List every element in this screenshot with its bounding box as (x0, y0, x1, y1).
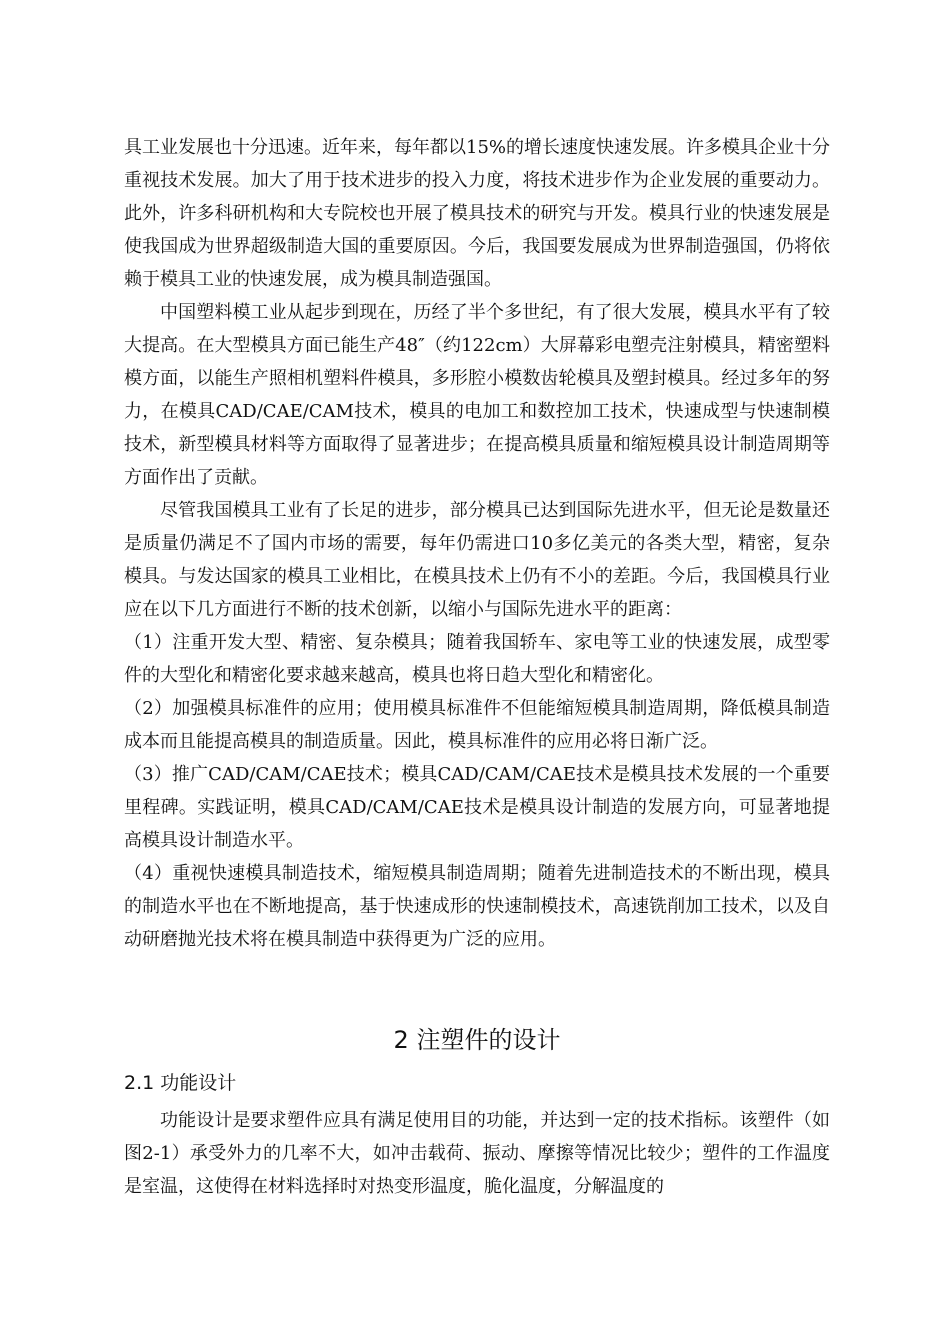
list-item-4: （4）重视快速模具制造技术，缩短模具制造周期；随着先进制造技术的不断出现，模具的制造水平也在不断地提高，基于快速成形的快速制模技术，高速铣削加工技术，以及自动研磨抛光技术将在模具制造中获得更为广泛的应用。 (124, 863, 830, 950)
chapter-title: 2 注塑件的设计 (393, 1026, 561, 1054)
section-title: 2.1 功能设计 (124, 1072, 237, 1094)
section-paragraph: 功能设计是要求塑件应具有满足使用目的功能，并达到一定的技术指标。该塑件（如图2-1）承受外力的几率不大，如冲击载荷、振动、摩擦等情况比较少；塑件的工作温度是室温，这使得在材料选择时对热变形温度，脆化温度，分解温度的 (124, 1110, 830, 1197)
list-item-1: （1）注重开发大型、精密、复杂模具；随着我国轿车、家电等工业的快速发展，成型零件的大型化和精密化要求越来越高，模具也将日趋大型化和精密化。 (124, 632, 830, 686)
list-item-2: （2）加强模具标准件的应用；使用模具标准件不但能缩短模具制造周期，降低模具制造成本而且能提高模具的制造质量。因此，模具标准件的应用必将日渐广泛。 (124, 698, 830, 752)
intro-continuation-paragraph: 具工业发展也十分迅速。近年来，每年都以15%的增长速度快速发展。许多模具企业十分重视技术发展。加大了用于技术进步的投入力度，将技术进步作为企业发展的重要动力。此外，许多科研机构和大专院校也开展了模具技术的研究与开发。模具行业的快速发展是使我国成为世界超级制造大国的重要原因。今后，我国要发展成为世界制造强国，仍将依赖于模具工业的快速发展，成为模具制造强国。 (124, 137, 831, 290)
body-text (124, 131, 830, 956)
list-item-3: （3）推广CAD/CAM/CAE技术；模具CAD/CAM/CAE技术是模具技术发展的一个重要里程碑。实践证明，模具CAD/CAM/CAE技术是模具设计制造的发展方向，可显著地提高模具设计制造水平。 (124, 764, 830, 851)
paragraph-2: 中国塑料模工业从起步到现在，历经了半个多世纪，有了很大发展，模具水平有了较大提高。在大型模具方面已能生产48″（约122cm）大屏幕彩电塑壳注射模具，精密塑料模方面，以能生产照相机塑料件模具，多形腔小模数齿轮模具及塑封模具。经过多年的努力，在模具CAD/CAE/CAM技术，模具的电加工和数控加工技术，快速成型与快速制模技术，新型模具材料等方面取得了显著进步；在提高模具质量和缩短模具设计制造周期等方面作出了贡献。 (124, 302, 830, 488)
paragraph-3: 尽管我国模具工业有了长足的进步，部分模具已达到国际先进水平，但无论是数量还是质量仍满足不了国内市场的需要，每年仍需进口10多亿美元的各类大型，精密，复杂模具。与发达国家的模具工业相比，在模具技术上仍有不小的差距。今后，我国模具行业应在以下几方面进行不断的技术创新，以缩小与国际先进水平的距离： (124, 500, 830, 620)
